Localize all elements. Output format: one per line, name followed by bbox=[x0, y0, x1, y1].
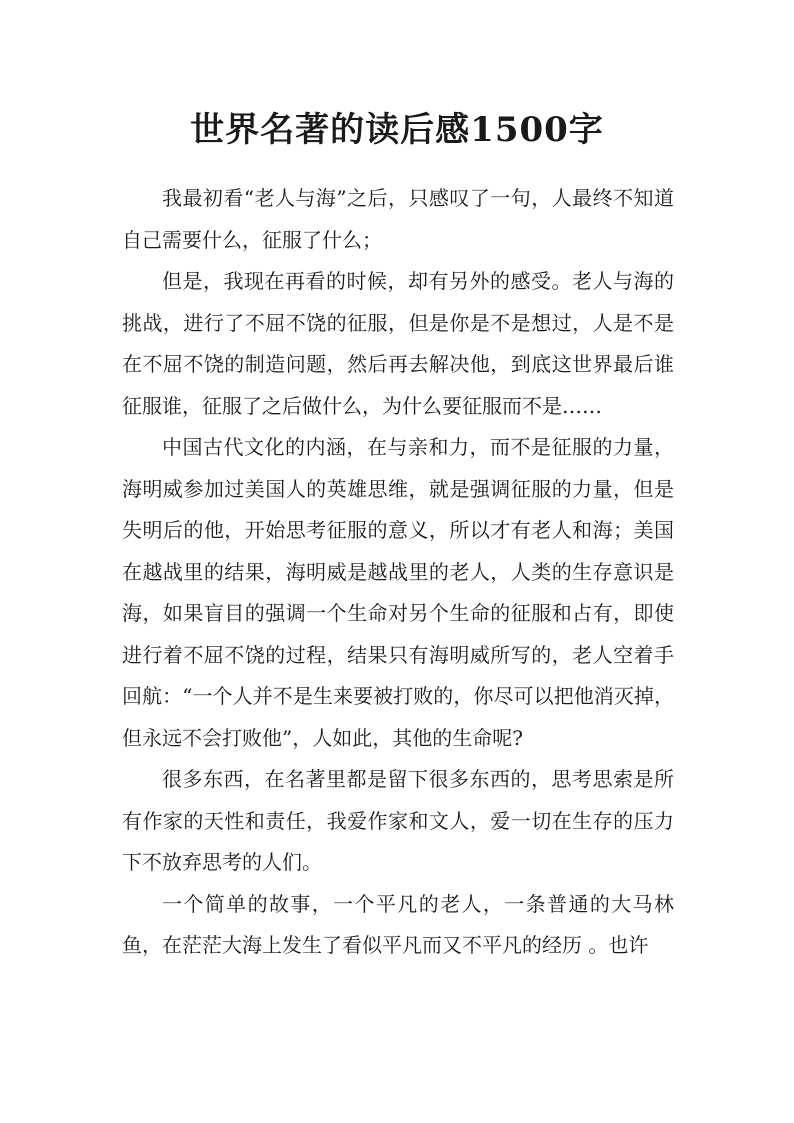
paragraph-1: 我最初看“老人与海”之后，只感叹了一句，人最终不知道自己需要什么，征服了什么； bbox=[122, 186, 674, 252]
document-title: 世界名著的读后感1500字 bbox=[190, 110, 604, 150]
paragraph-3: 中国古代文化的内涵，在与亲和力，而不是征服的力量，海明威参加过美国人的英雄思维，就是强调征服的力量，但是失明后的他，开始思考征服的意义，所以才有老人和海；美国在越战里的结果，海明威是越战里的老人，人类的生存意识是海，如果盲目的强调一个生命对另个生命的征服和占有，即使进行着不屈不饶的过程，结果只有海明威所写的，老人空着手回航：“一个人并不是生来要被打败的，你尽可以把他消灭掉，但永远不会打败他”，人如此，其他的生命呢? bbox=[122, 435, 674, 750]
paragraph-2: 但是，我现在再看的时候，却有另外的感受。老人与海的挑战，进行了不屈不饶的征服，但是你是不是想过，人是不是在不屈不饶的制造问题，然后再去解决他，到底这世界最后谁征服谁，征服了之后做什么，为什么要征服而不是…… bbox=[122, 269, 674, 418]
paragraph-5: 一个简单的故事，一个平凡的老人，一条普通的大马林鱼，在茫茫大海上发生了看似平凡而又不平凡的经历 。也许 bbox=[122, 891, 674, 957]
paragraph-4: 很多东西，在名著里都是留下很多东西的，思考思索是所有作家的天性和责任，我爱作家和文人，爱一切在生存的压力下不放弃思考的人们。 bbox=[122, 767, 674, 874]
document-body bbox=[122, 178, 674, 967]
